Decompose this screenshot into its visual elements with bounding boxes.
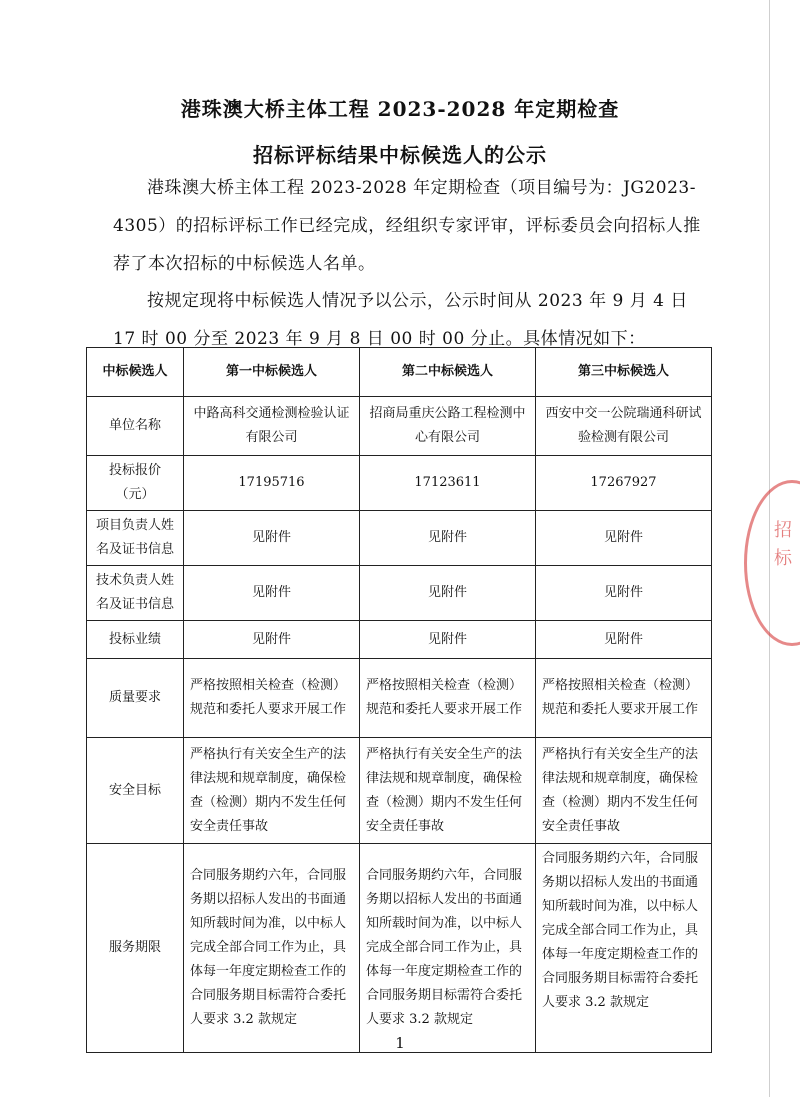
page-number: 1 [395,1034,405,1052]
candidate-table [86,347,712,1053]
table-cell: 见附件 [360,566,536,621]
table-cell: 严格执行有关安全生产的法律法规和规章制度，确保检查（检测）期内不发生任何安全责任事故 [360,738,536,844]
table-cell: 17123611 [360,456,536,511]
table-row [87,566,712,621]
table-row [87,456,712,511]
table-row [87,738,712,844]
table-cell: 见附件 [360,621,536,659]
row-label: 服务期限 [87,844,184,1053]
table-cell: 严格执行有关安全生产的法律法规和规章制度，确保检查（检测）期内不发生任何安全责任事故 [184,738,360,844]
table-cell: 合同服务期约六年，合同服务期以招标人发出的书面通知所载时间为准，以中标人完成全部合同工作为止，具体每一年度定期检查工作的合同服务期目标需符合委托人要求 3.2 款规定 [360,844,536,1053]
row-label: 质量要求 [87,659,184,738]
row-label: 投标报价（元） [87,456,184,511]
table-cell: 见附件 [184,566,360,621]
row-label: 安全目标 [87,738,184,844]
document-title-line2: 招标评标结果中标候选人的公示 [253,143,547,167]
table-cell: 招商局重庆公路工程检测中心有限公司 [360,397,536,456]
header-second: 第二中标候选人 [360,348,536,397]
table-header-row [87,348,712,397]
header-candidate: 中标候选人 [87,348,184,397]
seal-text: 招标 [771,520,792,576]
row-label: 单位名称 [87,397,184,456]
table-row [87,844,712,1053]
table-cell: 中路高科交通检测检验认证有限公司 [184,397,360,456]
table-cell: 17195716 [184,456,360,511]
row-label: 项目负责人姓名及证书信息 [87,511,184,566]
table-cell: 见附件 [536,511,712,566]
table-cell: 合同服务期约六年，合同服务期以招标人发出的书面通知所载时间为准，以中标人完成全部合同工作为止，具体每一年度定期检查工作的合同服务期目标需符合委托人要求 3.2 款规定 [536,844,712,1053]
header-third: 第三中标候选人 [536,348,712,397]
row-label: 投标业绩 [87,621,184,659]
table-cell: 见附件 [360,511,536,566]
table-cell: 见附件 [536,566,712,621]
intro-paragraph: 港珠澳大桥主体工程 2023-2028 年定期检查（项目编号为：JG2023-4305）的招标评标工作已经完成，经组织专家评审，评标委员会向招标人推荐了本次招标的中标候选人名单。 [113,178,701,274]
table-row [87,621,712,659]
table-cell: 合同服务期约六年，合同服务期以招标人发出的书面通知所载时间为准，以中标人完成全部合同工作为止，具体每一年度定期检查工作的合同服务期目标需符合委托人要求 3.2 款规定 [184,844,360,1053]
table-cell: 严格按照相关检查（检测）规范和委托人要求开展工作 [360,659,536,738]
table-cell: 严格执行有关安全生产的法律法规和规章制度，确保检查（检测）期内不发生任何安全责任事故 [536,738,712,844]
table-cell: 严格按照相关检查（检测）规范和委托人要求开展工作 [536,659,712,738]
table-cell: 西安中交一公院瑞通科研试验检测有限公司 [536,397,712,456]
document-title-line1: 港珠澳大桥主体工程 2023-2028 年定期检查 [180,97,620,121]
table-cell: 17267927 [536,456,712,511]
row-label: 技术负责人姓名及证书信息 [87,566,184,621]
table-cell: 见附件 [184,511,360,566]
table-cell: 见附件 [536,621,712,659]
table-row [87,659,712,738]
table-cell: 见附件 [184,621,360,659]
table-row [87,511,712,566]
header-first: 第一中标候选人 [184,348,360,397]
announcement-paragraph: 按规定现将中标候选人情况予以公示，公示时间从 2023 年 9 月 4 日 17 时 00 分至 2023 年 9 月 8 日 00 时 00 分止。具体情况如下： [113,291,688,349]
table-row [87,397,712,456]
table-cell: 严格按照相关检查（检测）规范和委托人要求开展工作 [184,659,360,738]
